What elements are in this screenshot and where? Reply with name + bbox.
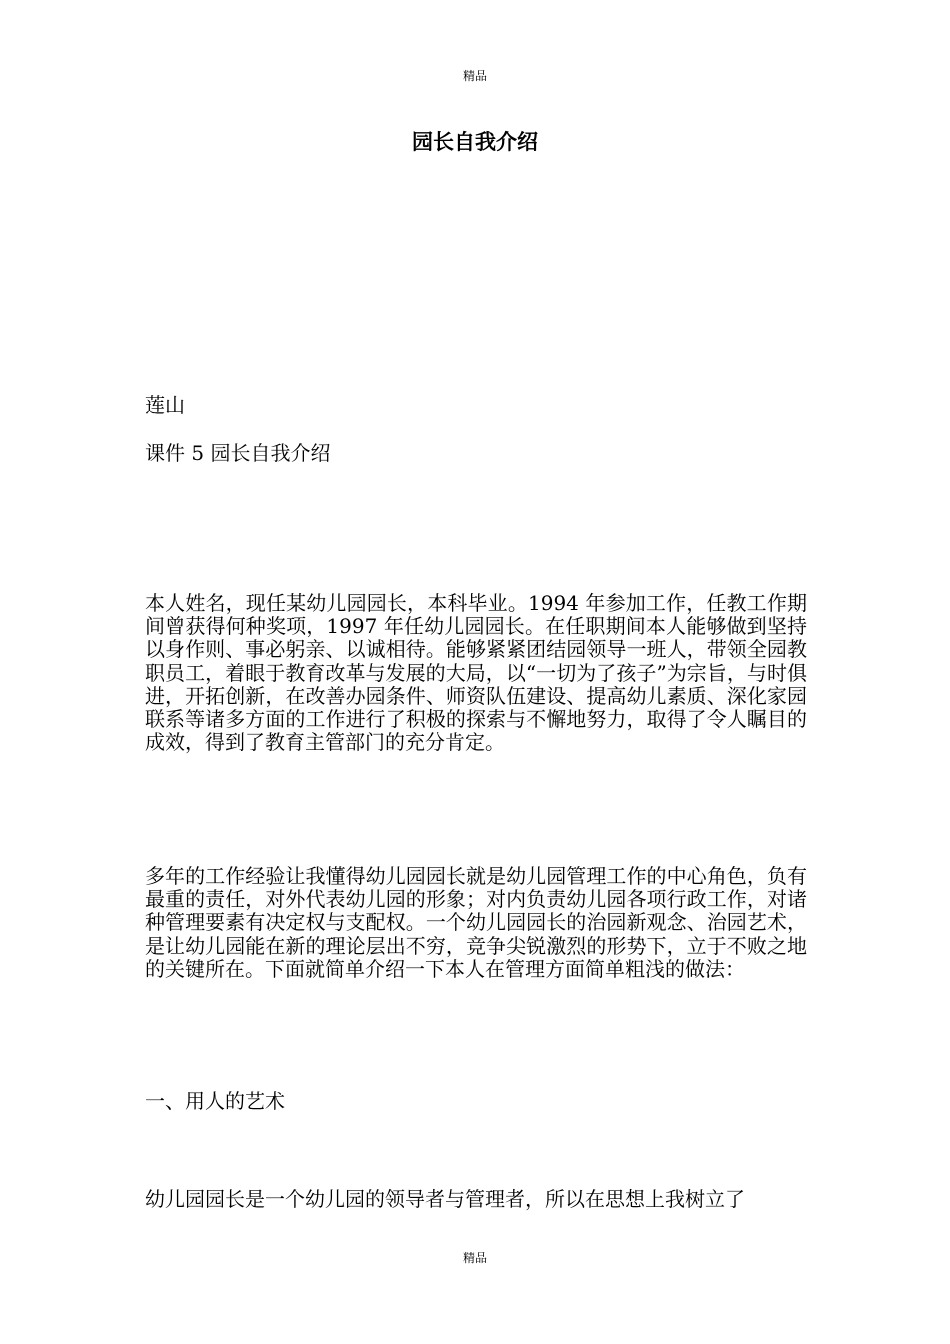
paragraph-experience: 多年的工作经验让我懂得幼儿园园长就是幼儿园管理工作的中心角色，负有最重的责任，对外代表幼儿园的形象；对内负责幼儿园各项行政工作，对诸种管理要素有决定权与支配权。一个幼儿园园长的治园新观念、治园艺术，是让幼儿园能在新的理论层出不穷，竞争尖锐激烈的形势下，立于不败之地的关键所在。下面就简单介绍一下本人在管理方面简单粗浅的做法： — [145, 864, 807, 981]
section-heading: 一、用人的艺术 — [145, 1089, 285, 1113]
subtitle-line: 课件 5 园长自我介绍 — [145, 441, 331, 465]
paragraph-intro: 本人姓名，现任某幼儿园园长，本科毕业。1994 年参加工作，任教工作期间曾获得何种奖项，1997 年任幼儿园园长。在任职期间本人能够做到坚持以身作则、事必躬亲、以诚相待。能够紧紧团结园领导一班人，带领全园教职员工，着眼于教育改革与发展的大局，以“一切为了孩子”为宗旨，与时俱进，开拓创新，在改善办园条件、师资队伍建设、提高幼儿素质、深化家园联系等诸多方面的工作进行了积极的探索与不懈地努力，取得了令人瞩目的成效，得到了教育主管部门的充分肯定。 — [145, 591, 807, 755]
paragraph-section-start: 幼儿园园长是一个幼儿园的领导者与管理者，所以在思想上我树立了 — [145, 1187, 745, 1211]
document-title: 园长自我介绍 — [412, 129, 538, 154]
page-header-mark: 精品 — [462, 69, 487, 83]
author-line: 莲山 — [145, 393, 185, 417]
page-footer-mark: 精品 — [462, 1251, 487, 1265]
